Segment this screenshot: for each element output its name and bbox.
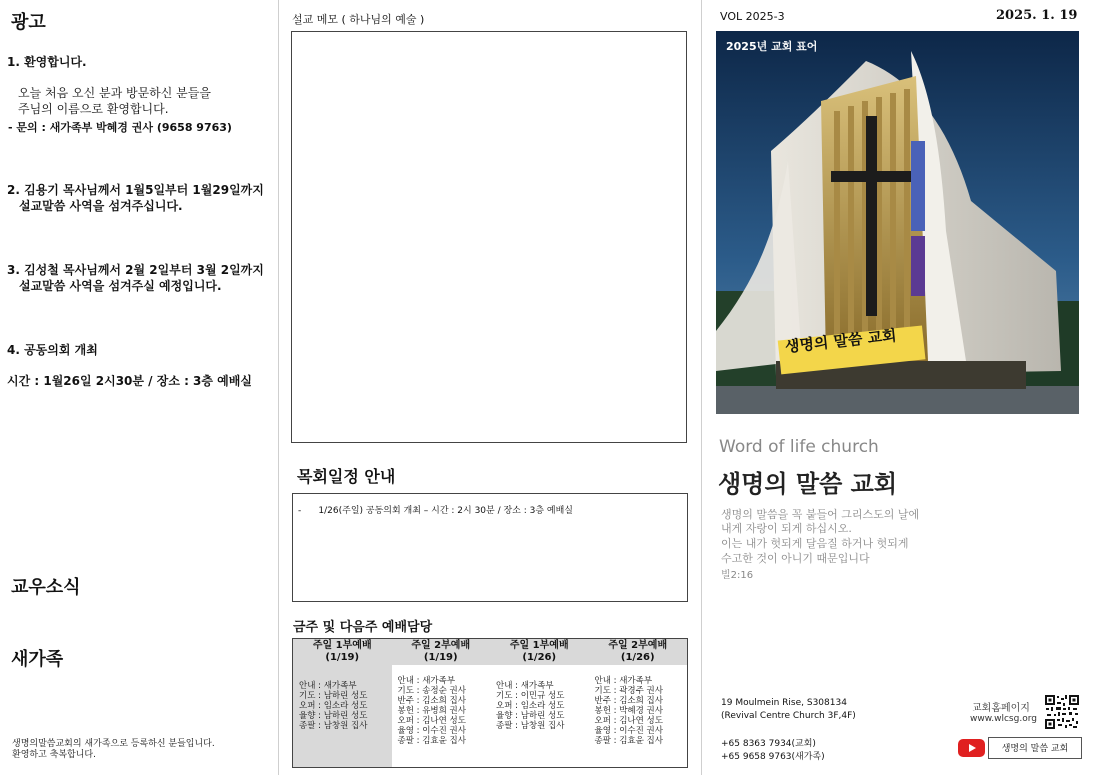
duty-header-date: (1/26) xyxy=(620,652,655,663)
divider-left xyxy=(278,0,279,775)
duty-column-header xyxy=(589,639,688,665)
announcement-3-line1: 3. 김성철 목사님께서 2월 2일부터 3월 2일까지 xyxy=(7,263,264,277)
phone-new-family: +65 9658 9763(새가족) xyxy=(721,752,825,762)
duty-column-header xyxy=(293,639,392,665)
sermon-memo-title: 설교 메모 ( 하나님의 예술 ) xyxy=(292,13,425,26)
duty-table xyxy=(292,638,688,768)
homepage-url[interactable]: www.wlcsg.org xyxy=(970,714,1037,724)
schedule-item: - 1/26(주일) 공동의회 개최 – 시간 : 2시 30분 / 장소 : 3층 예배실 xyxy=(298,506,573,516)
announcement-4-detail: 시간 : 1월26일 2시30분 / 장소 : 3층 예배실 xyxy=(7,374,252,388)
volume-label: VOL 2025-3 xyxy=(720,10,785,23)
sermon-memo-box xyxy=(291,31,687,443)
new-family-heading: 새가족 xyxy=(11,649,64,670)
duty-header-date: (1/19) xyxy=(423,652,458,663)
youtube-play-icon xyxy=(969,744,976,752)
announcement-4-title: 4. 공동의회 개최 xyxy=(7,343,98,357)
duty-column-body: 안내 : 새가족부 기도 : 곽경주 권사 반주 : 김소희 집사 봉헌 : 박혜경 권사 오퍼 : 김나연 성도 율영 : 이수진 권사 종팔 : 김효윤 집사 xyxy=(594,676,663,746)
youtube-channel-button[interactable]: 생명의 말씀 교회 xyxy=(988,737,1082,759)
schedule-box xyxy=(292,493,688,602)
duty-header-service: 주일 1부예배 xyxy=(312,640,372,651)
duty-column xyxy=(589,639,688,767)
homepage-label: 교회홈페이지 xyxy=(972,703,1030,714)
duty-column-header xyxy=(392,639,491,665)
church-building-illustration xyxy=(716,31,1079,414)
address-line-1: 19 Moulmein Rise, S308134 xyxy=(721,698,847,708)
verse-line-3: 이는 내가 헛되게 달음질 하거나 헛되게 xyxy=(721,537,909,550)
new-family-line1: 생명의말씀교회의 새가족으로 등록하신 분들입니다. xyxy=(12,739,215,749)
ads-heading: 광고 xyxy=(11,12,46,33)
duty-column-body: 안내 : 새가족부 기도 : 이민규 성도 오퍼 : 임소라 성도 율향 : 남하린 성도 종팔 : 남창원 집사 xyxy=(496,681,565,731)
duty-column-body: 안내 : 새가족부 기도 : 남하린 성도 오퍼 : 임소라 성도 율향 : 남하린 성도 종팔 : 남창원 집사 xyxy=(293,665,392,767)
bulletin-date: 2025. 1. 19 xyxy=(996,8,1078,23)
verse-reference: 빌2:16 xyxy=(721,570,754,581)
duty-column-header xyxy=(490,639,589,665)
duty-header-date: (1/26) xyxy=(522,652,557,663)
duty-title: 금주 및 다음주 예배담당 xyxy=(293,620,433,635)
cover-caption: 2025년 교회 표어 xyxy=(726,40,818,53)
duty-header-service: 주일 1부예배 xyxy=(509,640,569,651)
announcement-3-line2: 설교말씀 사역을 섬겨주실 예정입니다. xyxy=(19,279,222,293)
announcement-2-line1: 2. 김용기 목사님께서 1월5일부터 1월29일까지 xyxy=(7,183,264,197)
duty-column xyxy=(392,639,491,767)
church-name-korean: 생명의 말씀 교회 xyxy=(718,470,897,498)
address-line-2: (Revival Centre Church 3F,4F) xyxy=(721,711,856,721)
announcement-1-title: 1. 환영합니다. xyxy=(7,55,87,69)
duty-column-body: 안내 : 새가족부 기도 : 송정순 권사 반주 : 김소희 집사 봉헌 : 유병희 권사 오퍼 : 김나연 성도 율영 : 이수진 권사 종팔 : 김효윤 집사 xyxy=(397,676,466,746)
church-sign-text: 생명의 말씀 교회 xyxy=(784,326,898,356)
verse-line-4: 수고한 것이 아니기 때문입니다 xyxy=(721,552,870,565)
announcement-1-contact: - 문의 : 새가족부 박혜경 권사 (9658 9763) xyxy=(8,121,232,134)
duty-header-service: 주일 2부예배 xyxy=(411,640,471,651)
members-news-heading: 교우소식 xyxy=(11,577,81,598)
schedule-title: 목회일정 안내 xyxy=(297,467,396,486)
announcement-2-line2: 설교말씀 사역을 섬겨주십니다. xyxy=(19,199,183,213)
duty-header-service: 주일 2부예배 xyxy=(608,640,668,651)
duty-header-date: (1/19) xyxy=(325,652,360,663)
phone-church: +65 8363 7934(교회) xyxy=(721,739,816,749)
duty-column xyxy=(490,639,589,767)
divider-right xyxy=(701,0,702,775)
announcement-1-line1: 오늘 처음 오신 분과 방문하신 분들을 xyxy=(18,86,211,100)
church-cover-image xyxy=(716,31,1079,414)
duty-column xyxy=(293,639,392,767)
announcement-1-line2: 주님의 이름으로 환영합니다. xyxy=(18,102,169,116)
verse-line-1: 생명의 말씀을 꼭 붙들어 그리스도의 날에 xyxy=(721,508,920,521)
new-family-line2: 환영하고 축복합니다. xyxy=(12,750,96,760)
qr-code-icon[interactable] xyxy=(1044,694,1080,730)
church-name-english: Word of life church xyxy=(719,437,879,457)
verse-line-2: 내게 자랑이 되게 하십시오. xyxy=(721,522,852,535)
